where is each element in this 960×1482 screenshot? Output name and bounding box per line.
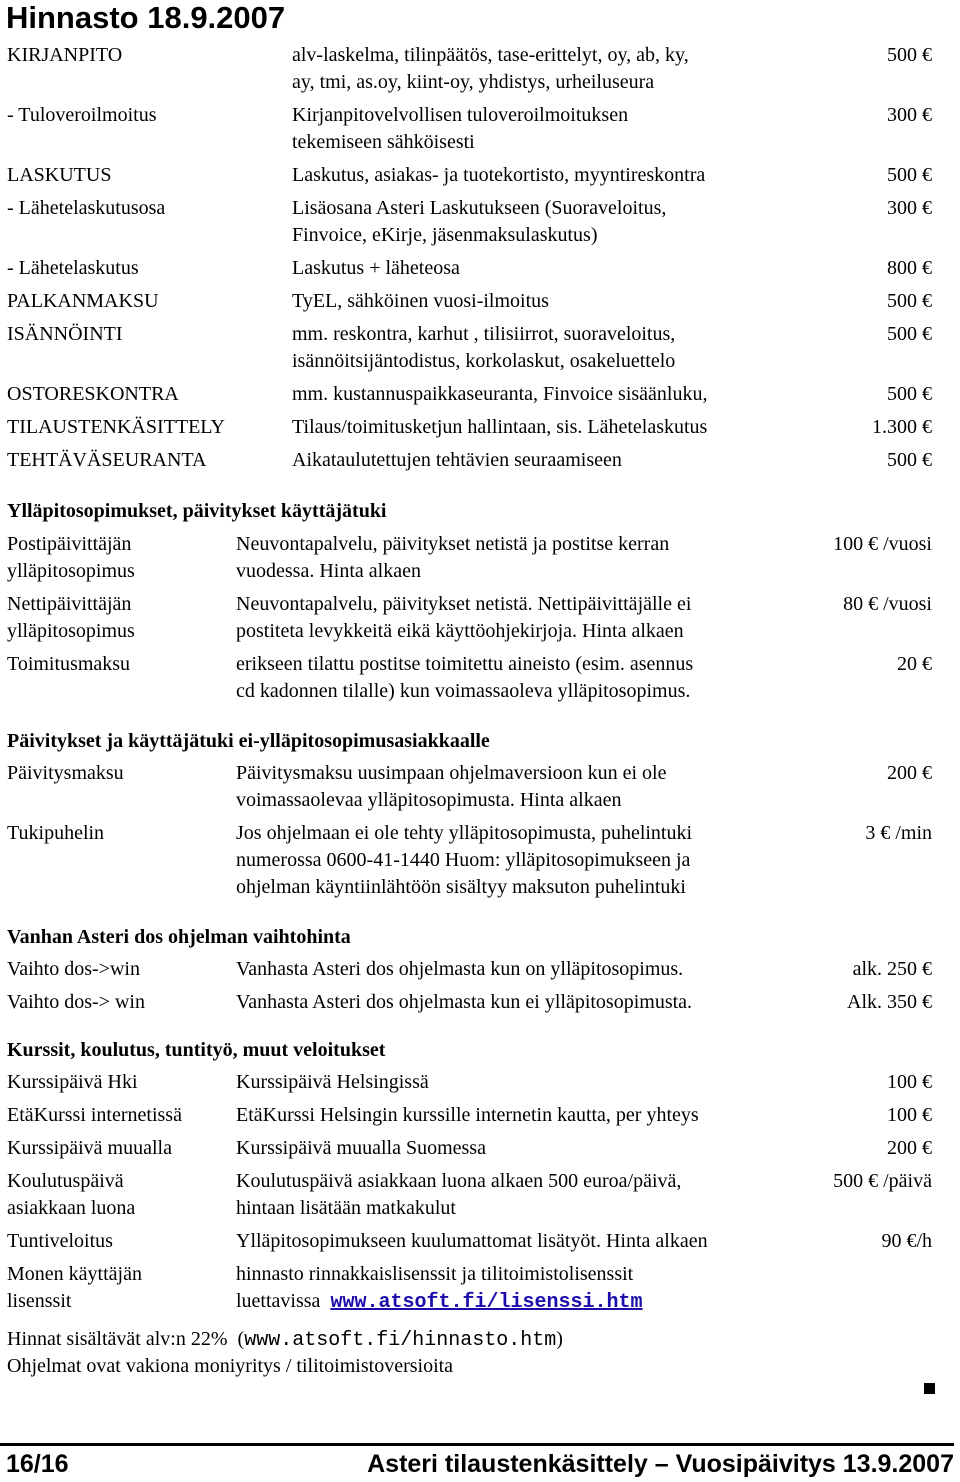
licenses-link[interactable]: www.atsoft.fi/lisenssi.htm — [330, 1291, 643, 1314]
page-title: Hinnasto 18.9.2007 — [6, 0, 286, 35]
product-price: 500 € — [887, 290, 932, 312]
trade-in-row — [0, 989, 960, 1016]
maintenance-row — [0, 531, 960, 585]
updates-row — [0, 820, 960, 901]
item-name: Nettipäivittäjän ylläpitosopimus — [7, 593, 135, 642]
page-number: 16/16 — [6, 1450, 69, 1478]
item-price: 100 € — [887, 1071, 932, 1093]
item-description: Vanhasta Asteri dos ohjelmasta kun on ylläpitosopimus. — [236, 958, 684, 980]
product-name: KIRJANPITO — [7, 44, 123, 66]
item-price: 100 € — [887, 1104, 932, 1126]
item-description: Ylläpitosopimukseen kuulumattomat lisätyöt. Hinta alkaen — [236, 1230, 708, 1252]
vat-url: www.atsoft.fi/hinnasto.htm — [244, 1329, 557, 1352]
section-heading-courses: Kurssit, koulutus, tuntityö, muut veloitukset — [7, 1039, 386, 1061]
product-price-list — [0, 42, 960, 471]
product-name: - Lähetelaskutus — [7, 257, 139, 279]
product-name: PALKANMAKSU — [7, 290, 159, 312]
item-name: Tukipuhelin — [7, 822, 105, 844]
end-of-document-square-icon — [924, 1383, 935, 1394]
item-name: Päivitysmaksu — [7, 762, 124, 784]
product-price: 300 € — [887, 197, 932, 219]
item-name: EtäKurssi internetissä — [7, 1104, 182, 1126]
section-heading-maintenance: Ylläpitosopimukset, päivitykset käyttäjätuki — [7, 500, 387, 522]
item-description: Vanhasta Asteri dos ohjelmasta kun ei ylläpitosopimusta. — [236, 991, 693, 1013]
footer-divider — [0, 1443, 954, 1446]
price-row-isannointi — [0, 321, 960, 375]
vat-note: Hinnat sisältävät alv:n 22% (www.atsoft.fi/hinnasto.htm) — [7, 1328, 563, 1352]
item-description: Koulutuspäivä asiakkaan luona alkaen 500 euroa/päivä, hintaan lisätään matkakulut — [236, 1170, 682, 1219]
product-name: TEHTÄVÄSEURANTA — [7, 449, 207, 471]
item-price: 200 € — [887, 762, 932, 784]
item-description: Neuvontapalvelu, päivitykset netistä ja postitse kerran vuodessa. Hinta alkaen — [236, 533, 670, 582]
item-price: 500 € /päivä — [833, 1170, 932, 1192]
course-row — [0, 1228, 960, 1255]
item-price: 90 €/h — [881, 1230, 932, 1252]
maintenance-row — [0, 591, 960, 645]
item-name: Kurssipäivä Hki — [7, 1071, 138, 1093]
item-name: Postipäivittäjän ylläpitosopimus — [7, 533, 135, 582]
product-price: 500 € — [887, 449, 932, 471]
item-description: Päivitysmaksu uusimpaan ohjelmaversioon kun ei ole voimassaolevaa ylläpitosopimusta. Hinta alkaen — [236, 762, 667, 811]
section-heading-trade-in: Vanhan Asteri dos ohjelman vaihtohinta — [7, 926, 351, 948]
product-description: Lisäosana Asteri Laskutukseen (Suoraveloitus, Finvoice, eKirje, jäsenmaksulaskutus) — [292, 197, 667, 246]
item-description: Jos ohjelmaan ei ole tehty ylläpitosopimusta, puhelintuki numerossa 0600-41-1440 Huom: ylläpitosopimukseen ja ohjelman käyntiinlähtöön sisältyy maksuton puhelintuki — [236, 822, 693, 898]
course-row — [0, 1102, 960, 1129]
product-price: 500 € — [887, 383, 932, 405]
price-row-laskutus — [0, 162, 960, 189]
product-price: 500 € — [887, 44, 932, 66]
item-name: Toimitusmaksu — [7, 653, 131, 675]
product-description: Aikataulutettujen tehtävien seuraamiseen — [292, 449, 622, 471]
product-name: - Tuloveroilmoitus — [7, 104, 157, 126]
price-row-palkanmaksu — [0, 288, 960, 315]
item-price: alk. 250 € — [852, 958, 932, 980]
product-name: - Lähetelaskutusosa — [7, 197, 166, 219]
versions-note: Ohjelmat ovat vakiona moniyritys / tilitoimistoversioita — [7, 1355, 454, 1377]
item-name: Vaihto dos-> win — [7, 991, 145, 1013]
product-price: 500 € — [887, 323, 932, 345]
product-description: Kirjanpitovelvollisen tuloveroilmoituksen tekemiseen sähköisesti — [292, 104, 629, 153]
maintenance-row — [0, 651, 960, 705]
product-name: ISÄNNÖINTI — [7, 323, 123, 345]
courses-list — [0, 1069, 960, 1314]
item-price: 200 € — [887, 1137, 932, 1159]
section-heading-updates: Päivitykset ja käyttäjätuki ei-ylläpitosopimusasiakkaalle — [7, 730, 490, 752]
item-description: erikseen tilattu postitse toimitettu aineisto (esim. asennus cd kadonnen tilalle) kun voimassaoleva ylläpitosopimus. — [236, 653, 694, 702]
product-description: Laskutus + läheteosa — [292, 257, 460, 279]
item-description: Kurssipäivä Helsingissä — [236, 1071, 429, 1093]
price-row-tehtavaseuranta — [0, 447, 960, 474]
product-description: TyEL, sähköinen vuosi-ilmoitus — [292, 290, 549, 312]
price-row-ostoreskontra — [0, 381, 960, 408]
product-price: 800 € — [887, 257, 932, 279]
item-name: Vaihto dos->win — [7, 958, 140, 980]
item-name: Monen käyttäjän lisenssit — [7, 1263, 142, 1312]
product-price: 1.300 € — [872, 416, 932, 438]
updates-row — [0, 760, 960, 814]
item-description: Neuvontapalvelu, päivitykset netistä. Nettipäivittäjälle ei postiteta levykkeitä eikä käyttöohjekirjoja. Hinta alkaen — [236, 593, 692, 642]
licenses-prefix: luettavissa — [236, 1290, 321, 1312]
trade-in-list — [0, 956, 960, 1013]
item-name: Tuntiveloitus — [7, 1230, 113, 1252]
product-price: 300 € — [887, 104, 932, 126]
product-description: mm. reskontra, karhut , tilisiirrot, suoraveloitus, isännöitsijäntodistus, korkolaskut, osakeluettelo — [292, 323, 676, 372]
course-row-licenses — [0, 1261, 960, 1315]
product-name: OSTORESKONTRA — [7, 383, 179, 405]
document-title: Asteri tilaustenkäsittely – Vuosipäivitys 13.9.2007 — [367, 1450, 954, 1478]
updates-list — [0, 760, 960, 898]
product-description: alv-laskelma, tilinpäätös, tase-erittelyt, oy, ab, ky, ay, tmi, as.oy, kiint-oy, yhdistys, urheiluseura — [292, 44, 689, 93]
price-row-kirjanpito — [0, 42, 960, 96]
product-description: Tilaus/toimitusketjun hallintaan, sis. Lähetelaskutus — [292, 416, 708, 438]
item-description: hinnasto rinnakkaislisenssit ja tilitoimistolisenssit luettavissa www.atsoft.fi/lisenssi.htm — [236, 1263, 643, 1314]
trade-in-row — [0, 956, 960, 983]
course-row — [0, 1135, 960, 1162]
price-row-lahetelaskutusosa — [0, 195, 960, 249]
item-price: 3 € /min — [865, 822, 932, 844]
item-name: Kurssipäivä muualla — [7, 1137, 172, 1159]
product-name: TILAUSTENKÄSITTELY — [7, 416, 225, 438]
item-description: Kurssipäivä muualla Suomessa — [236, 1137, 486, 1159]
course-row — [0, 1069, 960, 1096]
product-description: mm. kustannuspaikkaseuranta, Finvoice sisäänluku, — [292, 383, 708, 405]
product-price: 500 € — [887, 164, 932, 186]
item-description: EtäKurssi Helsingin kurssille internetin kautta, per yhteys — [236, 1104, 699, 1126]
product-description: Laskutus, asiakas- ja tuotekortisto, myyntireskontra — [292, 164, 706, 186]
notes — [0, 1326, 960, 1380]
course-row — [0, 1168, 960, 1222]
price-row-lahetelaskutus — [0, 255, 960, 282]
price-row-tilaustenkasittely — [0, 414, 960, 441]
item-price: 80 € /vuosi — [843, 593, 932, 615]
item-price: 20 € — [897, 653, 932, 675]
item-name: Koulutuspäivä asiakkaan luona — [7, 1170, 136, 1219]
item-price: Alk. 350 € — [847, 991, 932, 1013]
product-name: LASKUTUS — [7, 164, 112, 186]
item-price: 100 € /vuosi — [833, 533, 932, 555]
maintenance-list — [0, 531, 960, 702]
price-row-tuloveroilmoitus — [0, 102, 960, 156]
